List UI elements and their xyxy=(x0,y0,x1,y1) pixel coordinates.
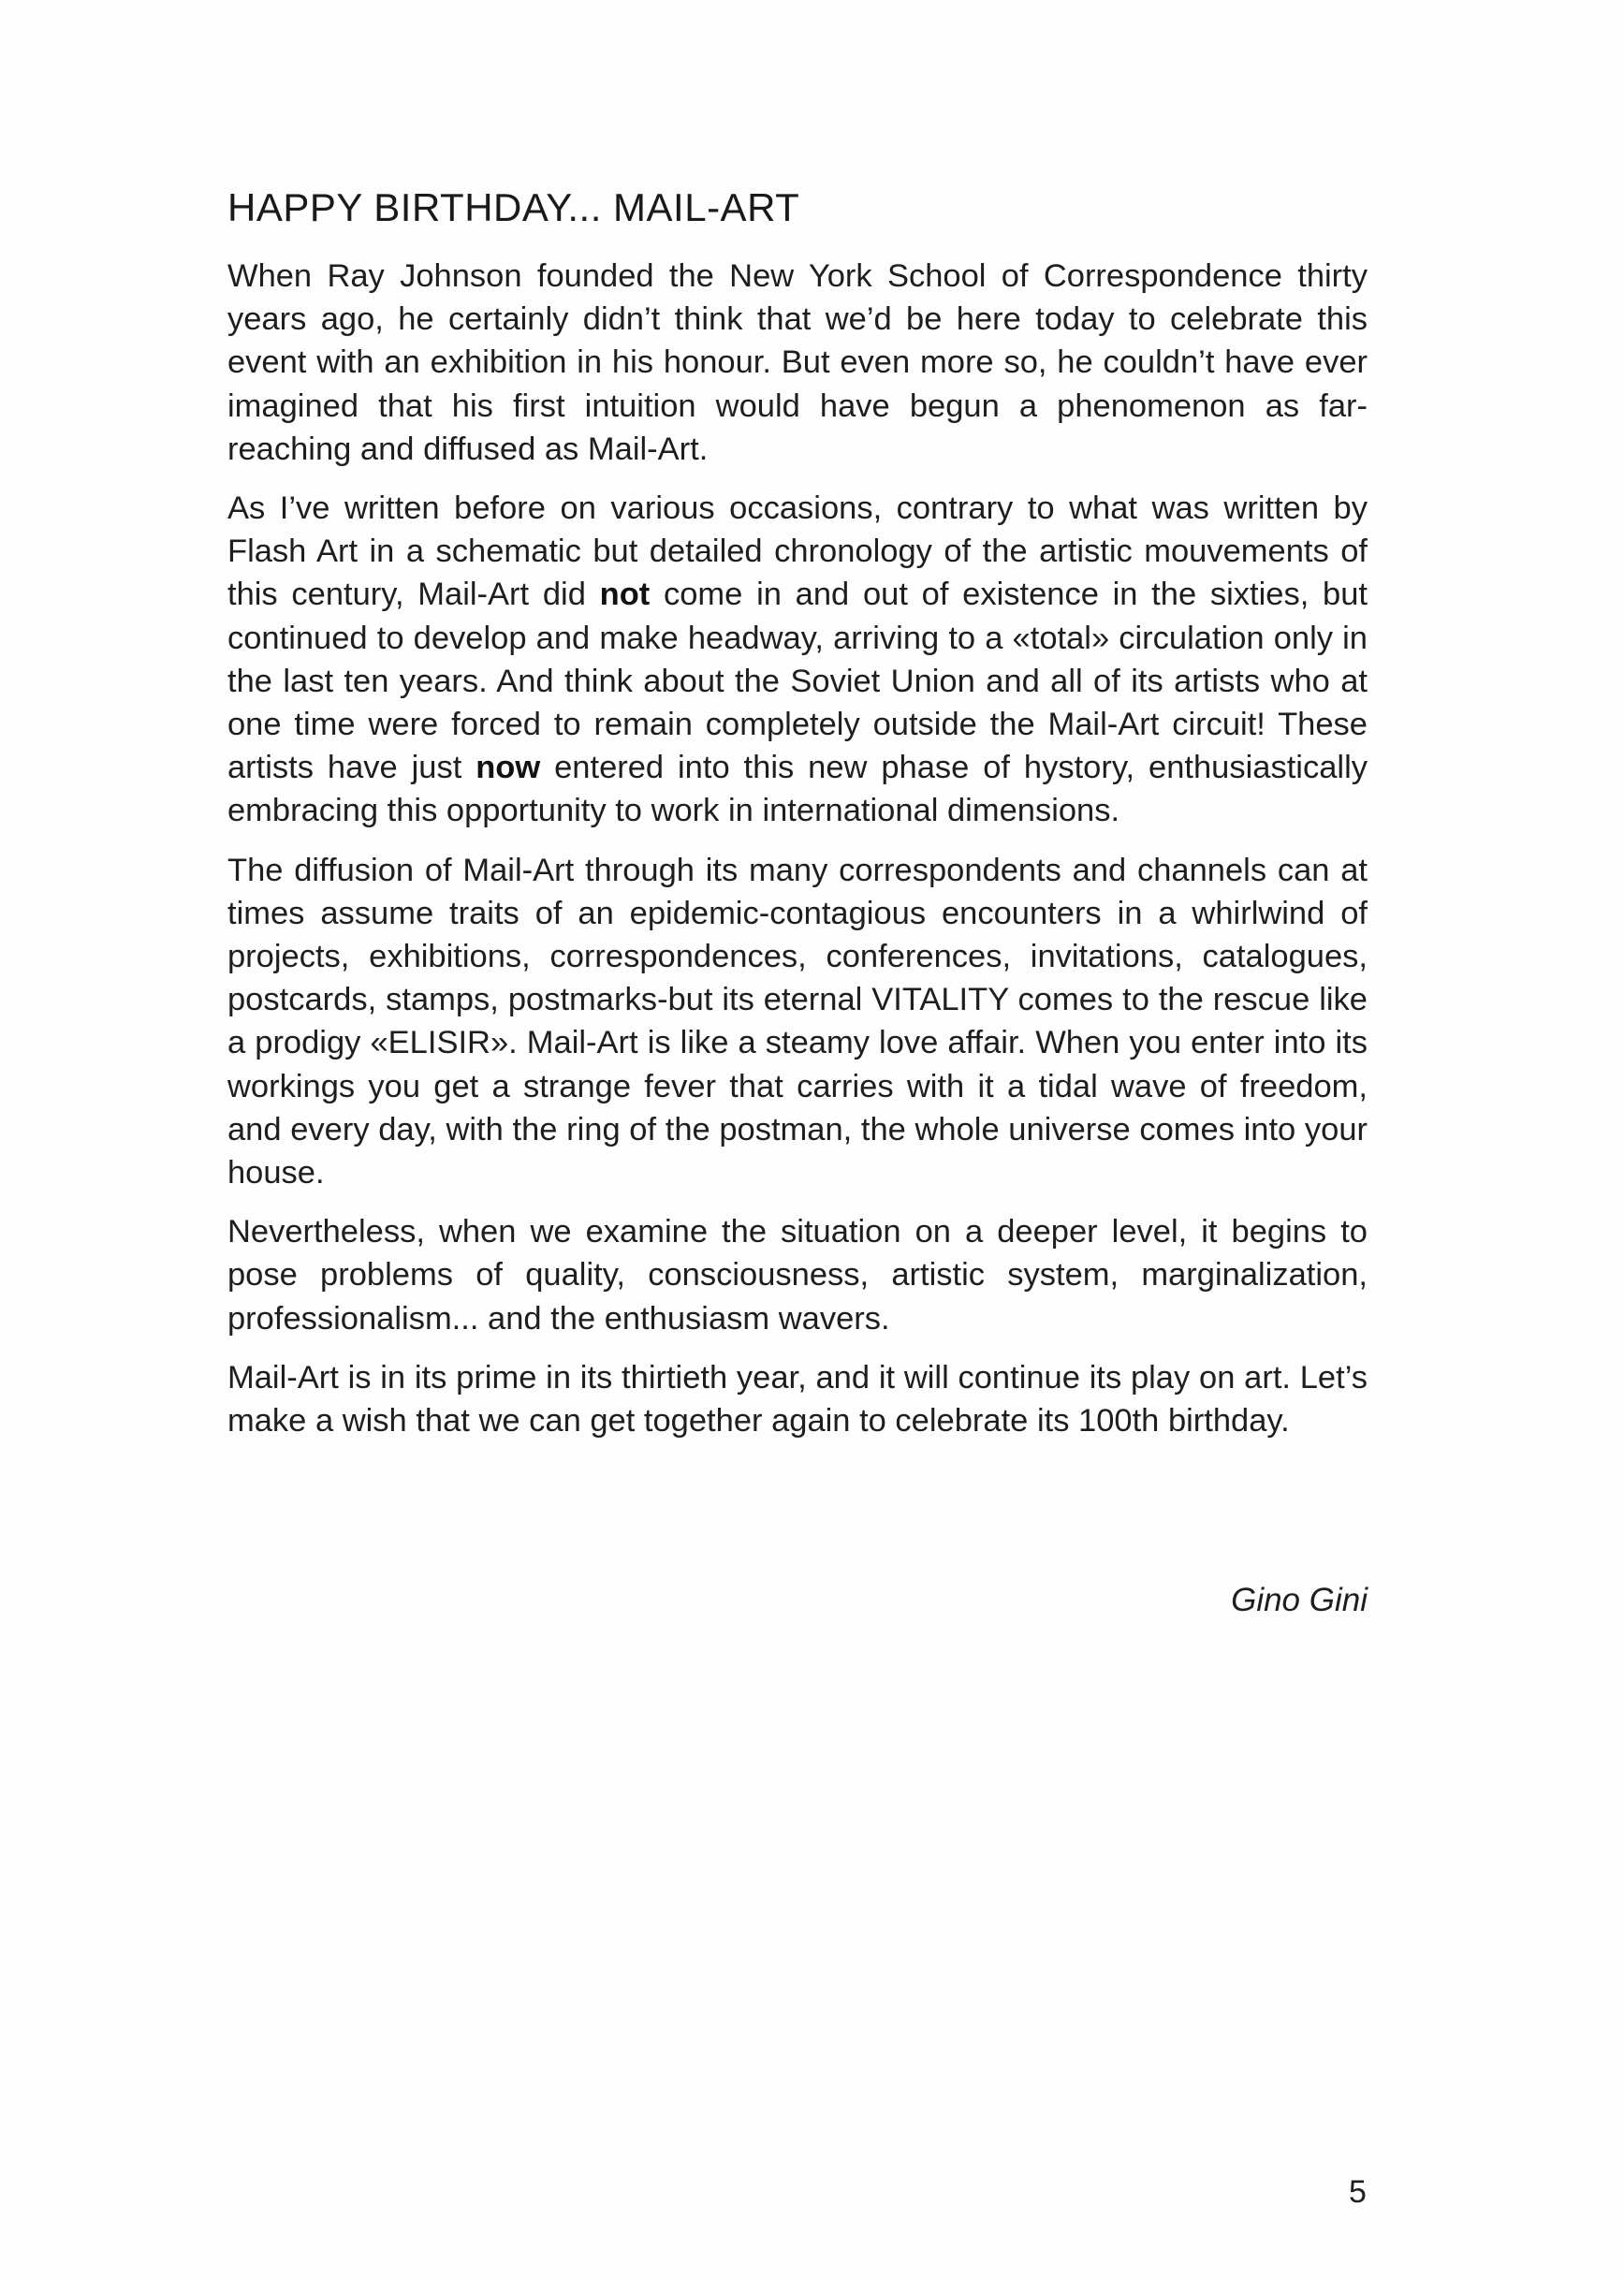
emphasis-now: now xyxy=(475,750,541,786)
emphasis-not: not xyxy=(599,577,651,613)
paragraph-2-text-b: come in and out of existence in the sixties, but continued to develop and make headway, arriving to a «total» circulation only in the last ten years. And think about the Soviet Union and all of its artists who at one time were forced to remain completely outside the Mail-Art circuit! These artists have just xyxy=(227,577,1368,786)
paragraph-3: The diffusion of Mail-Art through its many correspondents and channels can at times assume traits of an epidemic-contagious encounters in a whirlwind of projects, exhibitions, correspondences, conferences, invitations, catalogues, postcards, stamps, postmarks-but its eternal VITALITY comes to the rescue like a prodigy «ELISIR». Mail-Art is like a steamy love affair. When you enter into its workings you get a strange fever that carries with it a tidal wave of freedom, and every day, with the ring of the postman, the whole universe comes into your house. xyxy=(227,852,1368,1191)
page-number: 5 xyxy=(1349,2174,1367,2210)
paragraph-2 xyxy=(227,487,1368,833)
article-title: HAPPY BIRTHDAY... MAIL-ART xyxy=(227,185,800,229)
author-signature: Gino Gini xyxy=(1231,1582,1368,1618)
paragraph-2-text-c: entered into this new phase of hystory, enthusiastically embracing this opportunity to work in international dimensions. xyxy=(227,750,1368,829)
paragraph-1: When Ray Johnson founded the New York School of Correspondence thirty years ago, he certainly didn’t think that we’d be here today to celebrate this event with an exhibition in his honour. But even more so, he couldn’t have ever imagined that his first intuition would have begun a phenomenon as far-reaching and diffused as Mail-Art. xyxy=(227,258,1368,467)
paragraph-2-text-a: As I’ve written before on various occasions, contrary to what was written by Flash Art in a schematic but detailed chronology of the artistic mouvements of this century, Mail-Art did xyxy=(227,490,1368,613)
paragraph-4: Nevertheless, when we examine the situation on a deeper level, it begins to pose problems of quality, consciousness, artistic system, marginalization, professionalism... and the enthusiasm wavers. xyxy=(227,1214,1368,1337)
article-body xyxy=(227,255,1368,1458)
paragraph-5: Mail-Art is in its prime in its thirtieth year, and it will continue its play on art. Let’s make a wish that we can get together again to celebrate its 100th birthday. xyxy=(227,1359,1368,1440)
